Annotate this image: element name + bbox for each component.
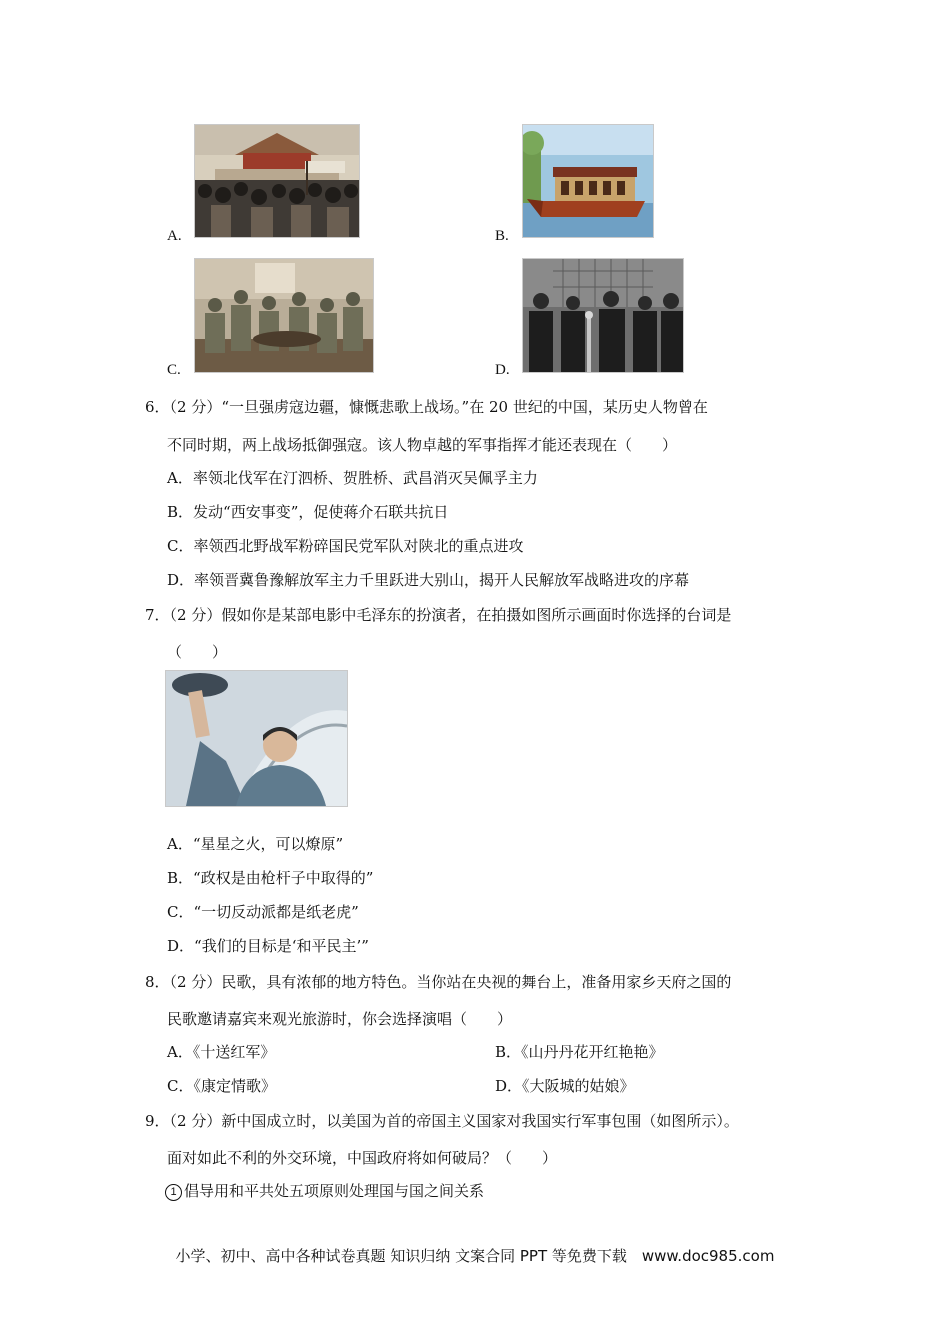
question-9-statement-1 bbox=[165, 1180, 484, 1201]
gutian-conference-painting-icon bbox=[194, 258, 374, 373]
question-8-option-b: B．《山丹丹花开红艳艳》 bbox=[495, 1043, 664, 1061]
question-9-stem-line1: 9．（2 分）新中国成立时，以美国为首的帝国主义国家对我国实行军事包围（如图所示）。 bbox=[145, 1112, 739, 1130]
question-8-option-c: C．《康定情歌》 bbox=[167, 1077, 276, 1095]
mao-waving-hat-photo-icon bbox=[165, 670, 348, 807]
question-7-option-c: C．“一切反动派都是纸老虎” bbox=[167, 903, 359, 921]
question-7-option-d: D．“我们的目标是‘和平民主’” bbox=[167, 937, 369, 955]
question-9-stem-line2: 面对如此不利的外交环境，中国政府将如何破局？（ ） bbox=[167, 1149, 558, 1167]
q5-option-a-label: A. bbox=[167, 228, 182, 244]
question-8-option-d: D．《大阪城的姑娘》 bbox=[495, 1077, 635, 1095]
question-7-stem-line1: 7．（2 分）假如你是某部电影中毛泽东的扮演者，在拍摄如图所示画面时你选择的台词是 bbox=[145, 606, 732, 624]
q5-option-d-label: D. bbox=[495, 362, 510, 378]
page-footer: 小学、初中、高中各种试卷真题 知识归纳 文案合同 PPT 等免费下载 www.doc985.com bbox=[175, 1247, 775, 1265]
circled-number-1: 1 bbox=[165, 1184, 182, 1201]
question-6-option-d: D．率领晋冀鲁豫解放军主力千里跃进大别山，揭开人民解放军战略进攻的序幕 bbox=[167, 571, 690, 589]
red-boat-south-lake-icon bbox=[522, 124, 654, 238]
question-7-option-a: A．“星星之火，可以燎原” bbox=[167, 835, 344, 853]
question-8-stem-line2: 民歌邀请嘉宾来观光旅游时，你会选择演唱（ ） bbox=[167, 1010, 513, 1028]
question-6-option-c: C．率领西北野战军粉碎国民党军队对陕北的重点进攻 bbox=[167, 537, 524, 555]
question-6-stem-line1: 6．（2 分）“一旦强虏寇边疆，慷慨悲歌上战场。”在 20 世纪的中国，某历史人物曾在 bbox=[145, 398, 708, 416]
question-8-stem-line1: 8．（2 分）民歌，具有浓郁的地方特色。当你站在央视的舞台上，准备用家乡天府之国的 bbox=[145, 973, 732, 991]
question-6-option-a: A．率领北伐军在汀泗桥、贺胜桥、武昌消灭吴佩孚主力 bbox=[167, 469, 538, 487]
question-6-stem-line2: 不同时期，两上战场抵御强寇。该人物卓越的军事指挥才能还表现在（ ） bbox=[167, 436, 678, 454]
question-8-option-a: A．《十送红军》 bbox=[167, 1043, 276, 1061]
may-fourth-movement-painting-icon bbox=[194, 124, 360, 238]
founding-ceremony-photo-icon bbox=[522, 258, 684, 373]
q5-option-b-label: B. bbox=[495, 228, 509, 244]
question-9-statement-1-text: 倡导用和平共处五项原则处理国与国之间关系 bbox=[184, 1182, 485, 1200]
question-7-option-b: B．“政权是由枪杆子中取得的” bbox=[167, 869, 374, 887]
question-7-stem-line2: （ ） bbox=[167, 643, 228, 661]
question-6-option-b: B．发动“西安事变”，促使蒋介石联共抗日 bbox=[167, 503, 449, 521]
q5-option-c-label: C. bbox=[167, 362, 181, 378]
